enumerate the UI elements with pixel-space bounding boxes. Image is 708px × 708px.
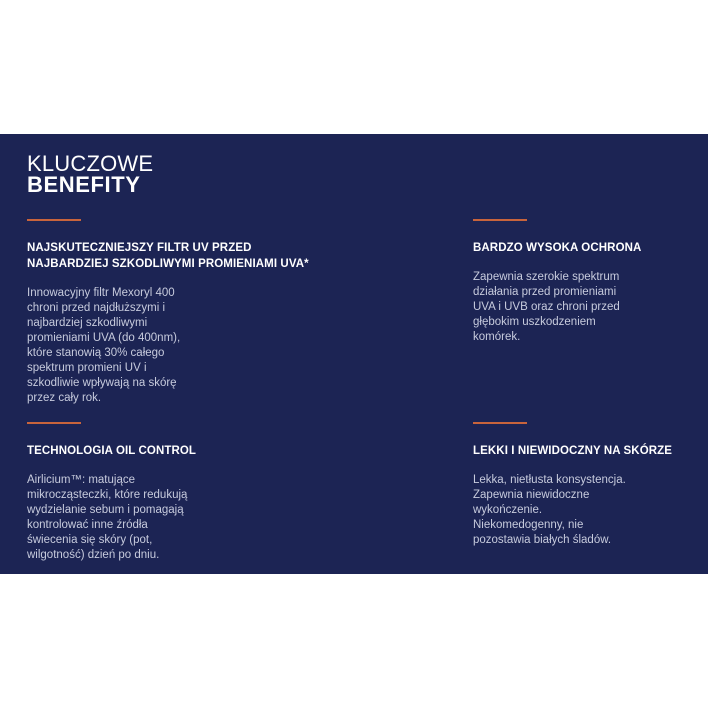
benefit-description: Innowacyjny filtr Mexoryl 400 chroni przed najdłuższymi i najbardziej szkodliwymi promieniami UVA (do 400nm), które stanowią 30% całego spektrum promieni UV i szkodliwie wpływają na skórę przez cały rok.	[27, 287, 181, 404]
benefit-uv-filter	[27, 219, 357, 406]
benefit-heading: BARDZO WYSOKA OCHRONA	[473, 242, 642, 254]
benefit-heading: TECHNOLOGIA OIL CONTROL	[27, 445, 197, 457]
accent-divider	[27, 422, 81, 424]
benefits-panel	[0, 134, 708, 574]
title-line-2: BENEFITY	[27, 172, 141, 197]
benefit-description: Lekka, nietłusta konsystencja. Zapewnia niewidoczne wykończenie. Niekomedogenny, nie pozostawia białych śladów.	[473, 474, 626, 546]
benefit-heading: LEKKI I NIEWIDOCZNY NA SKÓRZE	[473, 445, 673, 457]
benefit-light-invisible	[473, 422, 703, 548]
benefit-description: Zapewnia szerokie spektrum działania przed promieniami UVA i UVB oraz chroni przed głębokim uszkodzeniem komórek.	[473, 271, 620, 343]
accent-divider	[27, 219, 81, 221]
benefit-oil-control	[27, 422, 357, 563]
benefit-high-protection	[473, 219, 703, 345]
benefit-heading: NAJSKUTECZNIEJSZY FILTR UV PRZED NAJBARDZIEJ SZKODLIWYMI PROMIENIAMI UVA*	[27, 242, 309, 270]
title-line-1: KLUCZOWE	[27, 151, 154, 176]
accent-divider	[473, 219, 527, 221]
benefit-description: Airlicium™: matujące mikrocząsteczki, które redukują wydzielanie sebum i pomagają kontrolować inne źródła świecenia się skóry (pot, wilgotność) dzień po dniu.	[27, 474, 188, 561]
accent-divider	[473, 422, 527, 424]
